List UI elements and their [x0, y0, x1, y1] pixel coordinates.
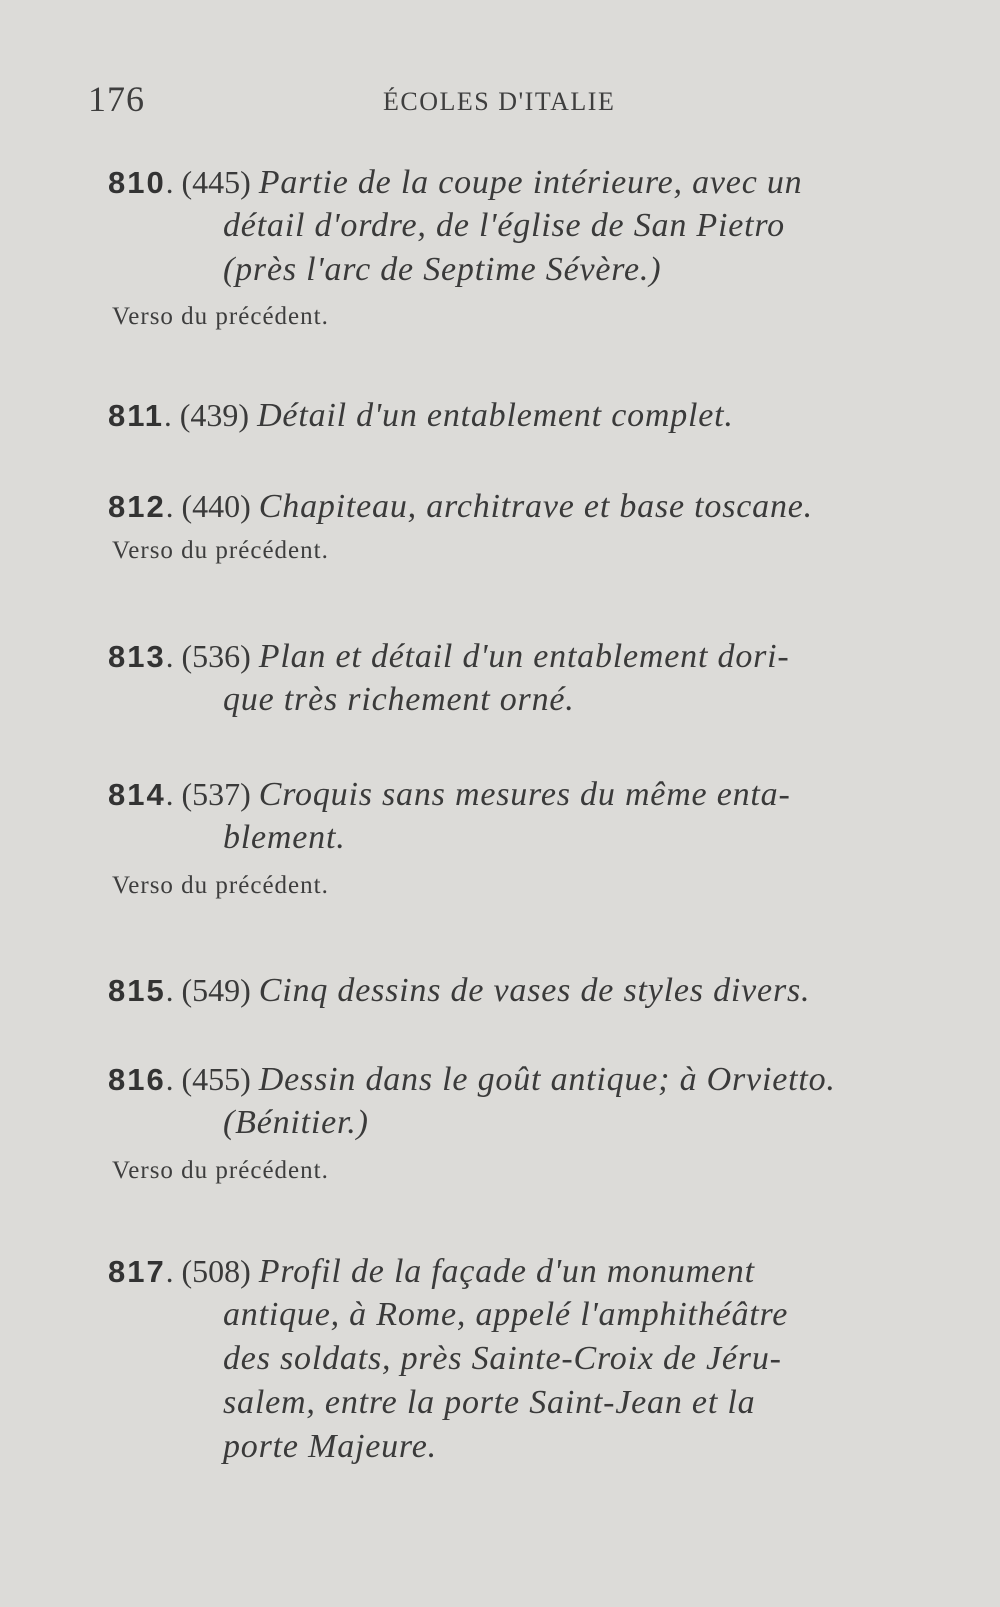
entry-reference: (445) [181, 164, 251, 200]
entry-reference: (536) [181, 638, 251, 674]
entry-reference: (440) [181, 488, 251, 524]
entry-title-line: Profil de la façade d'un monument [258, 1253, 755, 1290]
page-number: 176 [88, 79, 145, 119]
entry-title-line: des soldats, près Sainte-Croix de Jéru- [223, 1340, 782, 1377]
entry-title-line: Plan et détail d'un entablement dori- [258, 638, 790, 675]
entry-reference: (455) [181, 1061, 251, 1097]
entry-reference: (508) [181, 1253, 251, 1289]
entry-number: 813 [108, 639, 166, 674]
entry-number: 812 [108, 489, 166, 524]
entry-number: 810 [108, 165, 166, 200]
entry-title-line: (près l'arc de Septime Sévère.) [223, 251, 662, 288]
entry-number: 815 [108, 973, 166, 1008]
verso-note: Verso du précédent. [112, 303, 329, 330]
entry-number: 817 [108, 1254, 166, 1289]
entry-title-line: salem, entre la porte Saint-Jean et la [223, 1384, 756, 1421]
page-header [0, 78, 1000, 118]
entry-reference: (549) [181, 972, 251, 1008]
entry-number: 814 [108, 777, 166, 812]
verso-note: Verso du précédent. [112, 872, 329, 899]
entry-reference: (439) [179, 397, 250, 433]
entry-title-line: Croquis sans mesures du même enta- [258, 776, 791, 813]
book-page: 176 ÉCOLES D'ITALIE 810. (445) Partie de la coupe intérieure, avec un détail d'ordre, de l'église de San Pietro (près l'arc de Septime Sévère.) Verso du précédent. 811. (439) Détail d'un entablement complet. 812. (440) Chapiteau, architrave et base toscane. Verso du précédent. 813. (536) Plan et détail d'un entablement dori- que très richement orné. 814. (537) Croquis sans mesures du même enta- blement. Verso du précédent. 815. (549) Cinq dessins de vases de styles divers. 816. (455) Dessin dans le goût antique; à Orvietto. (Bénitier.) Verso du précédent. 817. (508) Profil de la façade d'un monument antique, à Rome, appelé l'amphithéâtre des soldats, près Sainte-Croix de Jéru- salem, entre la porte Saint-Jean et la porte Majeure. [0, 0, 1000, 1607]
entry-title-line: Partie de la coupe intérieure, avec un [258, 164, 803, 201]
entry-title-line: détail d'ordre, de l'église de San Pietro [223, 207, 785, 244]
entry-title-line: que très richement orné. [223, 681, 575, 718]
entry-title-line: Dessin dans le goût antique; à Orvietto. [258, 1061, 836, 1098]
verso-note: Verso du précédent. [112, 537, 329, 564]
entry-reference: (537) [181, 776, 251, 812]
entry-number: 816 [108, 1062, 166, 1097]
entry-title-line: Chapiteau, architrave et base toscane. [258, 488, 813, 525]
entry-title-line: antique, à Rome, appelé l'amphithéâtre [223, 1296, 789, 1333]
entry-title-line: porte Majeure. [223, 1428, 437, 1465]
entry-title-line: blement. [223, 819, 346, 856]
running-title: ÉCOLES D'ITALIE [383, 87, 616, 116]
entry-title-line: (Bénitier.) [223, 1104, 369, 1141]
verso-note: Verso du précédent. [112, 1157, 329, 1184]
entry-title-line: Détail d'un entablement complet. [257, 397, 734, 434]
entry-number: 811 [108, 398, 165, 433]
entry-title-line: Cinq dessins de vases de styles divers. [258, 972, 811, 1009]
